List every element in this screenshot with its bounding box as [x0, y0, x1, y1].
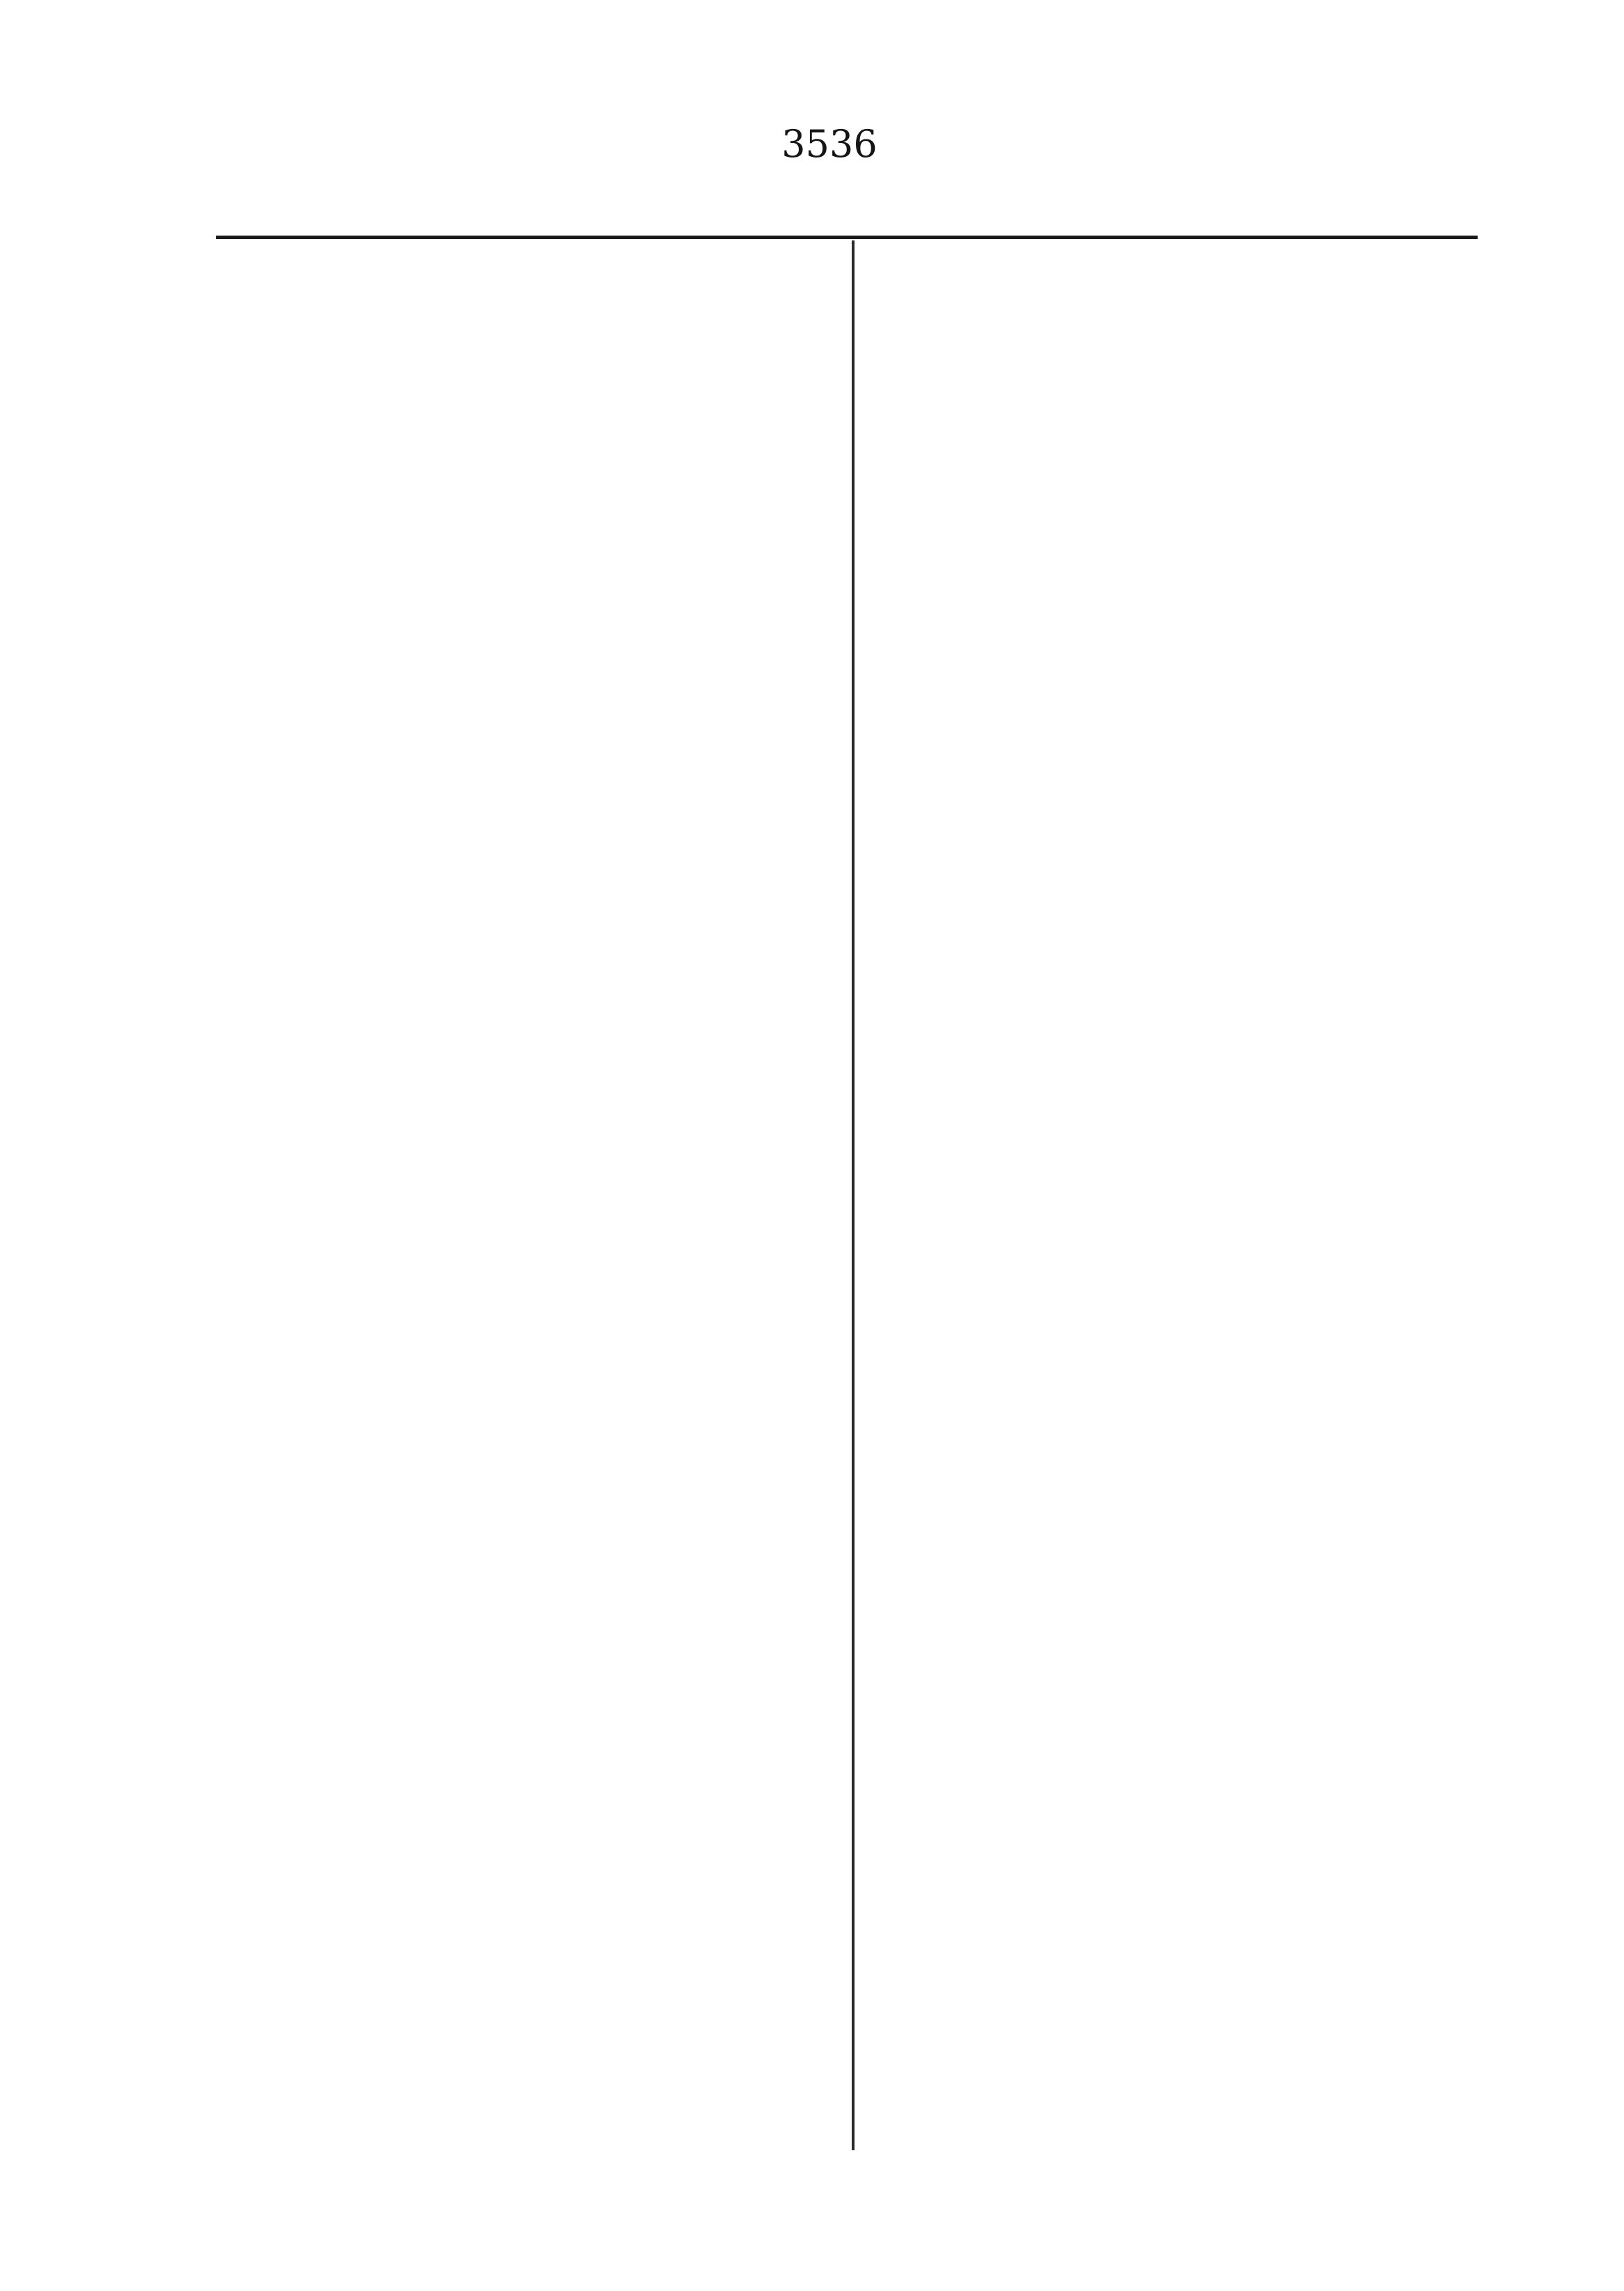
entry-continuation — [209, 265, 822, 1196]
entry-line — [243, 1505, 822, 1545]
entry-line — [898, 1749, 1485, 1788]
entry-line — [243, 1561, 822, 1600]
entry-line — [243, 1450, 822, 1489]
dictionary-entry — [209, 1220, 822, 1315]
dictionary-entry — [864, 328, 1485, 534]
entry-line — [898, 1471, 1485, 1510]
entry-line — [898, 669, 1485, 708]
entry-line — [243, 1736, 822, 1775]
entry-line — [898, 1526, 1485, 1565]
entry-line — [209, 934, 822, 973]
dictionary-entry — [864, 732, 1485, 994]
column-rule — [852, 240, 855, 2150]
entry-line — [209, 767, 822, 806]
entry-line — [209, 432, 822, 471]
entry-line — [898, 1694, 1485, 1733]
entry-line — [864, 732, 1485, 771]
entry-line — [243, 1903, 822, 1942]
entry-line — [898, 1359, 1485, 1398]
entry-line — [898, 843, 1485, 882]
entry-line — [898, 1805, 1485, 1844]
left-column — [209, 265, 822, 1966]
dictionary-entry — [864, 558, 1485, 708]
entry-line — [209, 1157, 822, 1196]
entry-line — [243, 1394, 822, 1433]
entry-line — [209, 1101, 822, 1140]
entry-line — [243, 1275, 822, 1315]
entry-line — [898, 439, 1485, 478]
entry-line — [209, 599, 822, 638]
entry-line — [209, 822, 822, 861]
entry-line — [898, 1136, 1485, 1175]
entry-line — [209, 376, 822, 415]
entry-line — [898, 955, 1485, 994]
entry-line — [209, 488, 822, 527]
entry-line — [864, 558, 1485, 597]
entry-line — [864, 265, 1485, 304]
entry-line — [243, 1847, 822, 1886]
entry-line — [898, 1192, 1485, 1231]
entry-line — [243, 1791, 822, 1830]
entry-line — [209, 655, 822, 694]
entry-line — [209, 544, 822, 583]
entry-line — [898, 1972, 1485, 2012]
entry-line — [209, 265, 822, 304]
entry-line — [864, 1018, 1485, 1057]
entry-line — [209, 1338, 822, 1377]
entry-line — [209, 1045, 822, 1085]
entry-line — [209, 321, 822, 360]
entry-line — [898, 1582, 1485, 1621]
entry-line — [898, 1303, 1485, 1342]
entry-line — [898, 1415, 1485, 1454]
entry-line — [898, 383, 1485, 422]
entry-line — [209, 878, 822, 917]
dictionary-entry — [209, 1338, 822, 1600]
entry-line — [898, 899, 1485, 938]
dictionary-entry — [864, 1080, 1485, 2012]
header-rule — [216, 236, 1478, 239]
entry-line — [864, 328, 1485, 367]
entry-line — [209, 1220, 822, 1259]
running-head-left — [188, 132, 579, 171]
page-number: 3536 — [781, 122, 878, 166]
dictionary-entry — [864, 1018, 1485, 1057]
entry-continuation — [864, 265, 1485, 304]
entry-line — [898, 1917, 1485, 1956]
entry-line — [898, 1638, 1485, 1677]
entry-line — [898, 1248, 1485, 1287]
entry-line — [209, 1624, 822, 1663]
entry-line — [898, 495, 1485, 534]
entry-line — [243, 1680, 822, 1719]
entry-line — [864, 1080, 1485, 1119]
entry-line — [209, 990, 822, 1029]
right-column — [864, 265, 1485, 2035]
dictionary-entry — [209, 1624, 822, 1942]
entry-line — [898, 613, 1485, 652]
entry-line — [898, 1861, 1485, 1900]
entry-line — [209, 711, 822, 750]
entry-line — [898, 788, 1485, 827]
